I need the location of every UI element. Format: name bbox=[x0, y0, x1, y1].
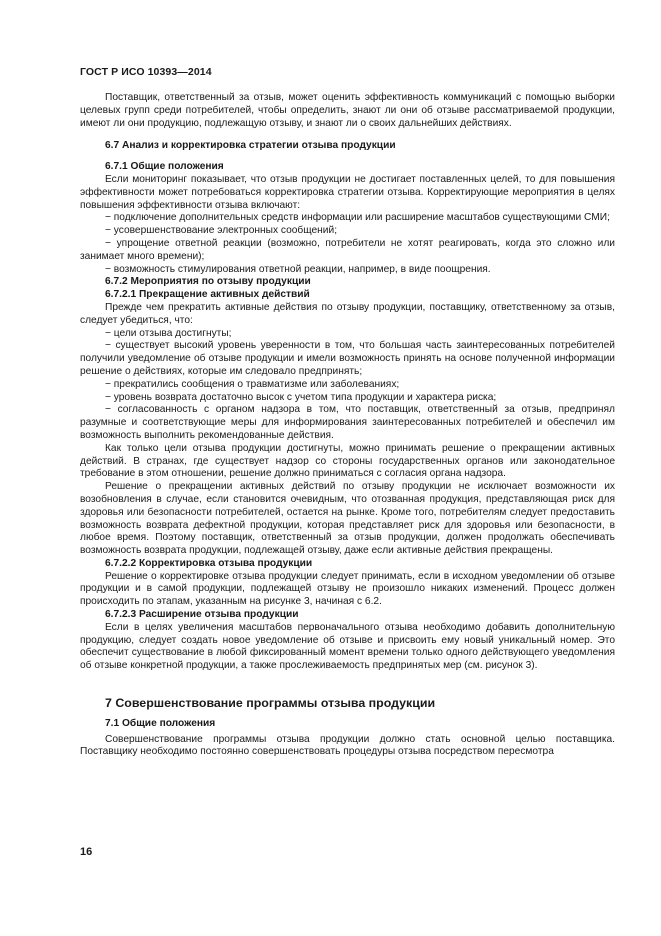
paragraph: Поставщик, ответственный за отзыв, может оценить эффективность коммуникаций с помощью выборки целевых групп среди потребителей, чтобы определить, знают ли они об отзыве рассматриваемой продукции, имеют ли они продукцию, подлежащую отзыву, и знают ли о своих дальнейших действиях. bbox=[80, 92, 615, 129]
section-heading-6-7-2-2: 6.7.2.2 Корректировка отзыва продукции bbox=[105, 557, 313, 569]
list-item: − уровень возврата достаточно высок с учетом типа продукции и характера риска; bbox=[105, 391, 497, 403]
paragraph: Как только цели отзыва продукции достигнуты, можно принимать решение о прекращении активных действий. В странах, где существует надзор со стороны государственных органов или законодательное требование в этом отношении, решение должно приниматься с согласия органа надзора. bbox=[80, 442, 615, 480]
document-body bbox=[80, 92, 615, 759]
paragraph: Решение о корректировке отзыва продукции следует принимать, если в исходном уведомлении об отзыве продукции и в самой продукции, подлежащей отзыву не произошло никаких изменений. Процесс должен происходить по этапам, указанным на рисунке 3, начиная с 6.2. bbox=[80, 570, 615, 608]
chapter-heading-7: 7 Совершенствование программы отзыва продукции bbox=[105, 696, 436, 711]
paragraph: Прежде чем прекратить активные действия по отзыву продукции, поставщику, ответственному за отзыв, следует убедиться, что: bbox=[80, 301, 615, 326]
section-heading-6-7-2-1: 6.7.2.1 Прекращение активных действий bbox=[105, 289, 310, 301]
section-heading-7-1: 7.1 Общие положения bbox=[105, 717, 216, 729]
document-header: ГОСТ Р ИСО 10393—2014 bbox=[80, 66, 212, 78]
list-item: − цели отзыва достигнуты; bbox=[105, 327, 232, 339]
list-item: − усовершенствование электронных сообщений; bbox=[105, 225, 338, 237]
section-heading-6-7-1: 6.7.1 Общие положения bbox=[105, 161, 224, 173]
page-number: 16 bbox=[80, 846, 93, 858]
list-item: − существует высокий уровень уверенности в том, что большая часть заинтересованных потребителей получили уведомление об отзыве продукции и имели возможность принять на основе полученной информации решение о действиях, которые им следовало предпринять; bbox=[80, 340, 615, 377]
list-item: − прекратились сообщения о травматизме или заболеваниях; bbox=[105, 378, 400, 390]
list-item: − упрощение ответной реакции (возможно, потребители не хотят реагировать, когда это сложно или занимает много времени); bbox=[80, 237, 615, 262]
section-heading-6-7: 6.7 Анализ и корректировка стратегии отзыва продукции bbox=[105, 140, 396, 152]
paragraph: Если мониторинг показывает, что отзыв продукции не достигает поставленных целей, то для повышения эффективности может потребоваться корректировка стратегии отзыва. Корректирующие мероприятия в целях повышения эффективности отзыва включают: bbox=[80, 173, 615, 211]
list-item: − возможность стимулирования ответной реакции, например, в виде поощрения. bbox=[105, 263, 491, 275]
section-heading-6-7-2: 6.7.2 Мероприятия по отзыву продукции bbox=[105, 276, 311, 288]
paragraph: Если в целях увеличения масштабов первоначального отзыва необходимо добавить дополнительную продукцию, следует создать новое уведомление об отзыве и присвоить ему новый уникальный номер. Это обеспечит существование в любой фиксированный момент времени только одного действующего уведомления об отзыве конкретной продукции, а также прослеживаемость предпринятых мер (см. рисунок 3). bbox=[80, 621, 615, 672]
section-heading-6-7-2-3: 6.7.2.3 Расширение отзыва продукции bbox=[105, 609, 299, 621]
paragraph: Решение о прекращении активных действий по отзыву продукции не исключает возможности их возобновления в случае, если становится очевидным, что отозванная продукция, представляющая риск для здоровья или безопасности потребителей, остается на рынке. Кроме того, потребителям следует предоставить возможность возврата дефектной продукции, которая представляет риск для здоровья или безопасности, в любое время. Поэтому поставщик, ответственный за отзыв продукции, должен продолжать обеспечивать возможность возврата продукции, подлежащей отзыву, даже если активные действия прекращены. bbox=[80, 481, 615, 557]
list-item: − согласованность с органом надзора в том, что поставщик, ответственный за отзыв, предпринял разумные и соответствующие меры для информирования заинтересованных потребителей и обеспечил им возможность выполнить рекомендованные действия. bbox=[80, 404, 615, 441]
paragraph: Совершенствование программы отзыва продукции должно стать основной целью поставщика. Поставщику необходимо постоянно совершенствовать процедуры отзыва посредством пересмотра bbox=[80, 733, 615, 758]
list-item: − подключение дополнительных средств информации или расширение масштабов существующими СМИ; bbox=[105, 212, 610, 224]
